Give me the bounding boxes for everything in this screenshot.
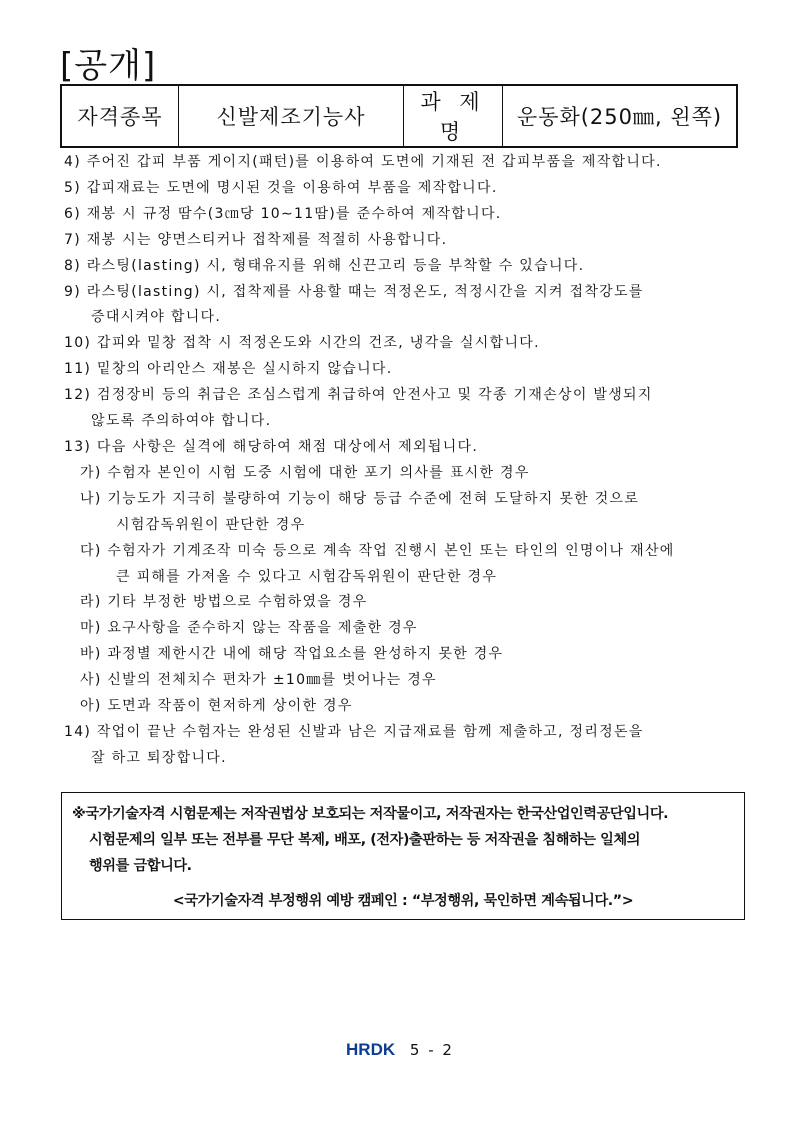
page-footer (0, 1040, 800, 1060)
instruction-line: 잘 하고 퇴장합니다. (91, 749, 227, 766)
instruction-line: 7) 재봉 시는 양면스티커나 접착제를 적절히 사용합니다. (64, 231, 448, 248)
instruction-line: 6) 재봉 시 규정 땀수(3㎝당 10∼11땀)를 준수하여 제작합니다. (64, 205, 502, 222)
instruction-line: 않도록 주의하여야 합니다. (91, 413, 272, 430)
exam-value: 신발제조기능사 (179, 85, 404, 147)
instruction-line: 9) 라스팅(lasting) 시, 접착제를 사용할 때는 적정온도, 적정시간을 지켜 접착강도를 (64, 283, 644, 300)
campaign-slogan: <국가기술자격 부정행위 예방 캠페인 : “부정행위, 묵인하면 계속됩니다.”> (172, 893, 634, 909)
notice-line-3: 행위를 금합니다. (89, 858, 192, 874)
notice-line-2: 시험문제의 일부 또는 전부를 무단 복제, 배포, (전자)출판하는 등 저작권을 침해하는 일체의 (89, 832, 641, 848)
instructions-list (64, 150, 754, 772)
instruction-line: 바) 과정별 제한시간 내에 해당 작업요소를 완성하지 못한 경우 (80, 646, 504, 663)
instruction-line: 가) 수험자 본인이 시험 도중 시험에 대한 포기 의사를 표시한 경우 (80, 464, 530, 481)
exam-info-row (61, 85, 737, 147)
exam-label: 자격종목 (61, 85, 179, 147)
instruction-line: 아) 도면과 작품이 현저하게 상이한 경우 (80, 698, 353, 715)
instruction-line: 4) 주어진 갑피 부품 게이지(패턴)를 이용하여 도면에 기재된 전 갑피부품을 제작합니다. (64, 154, 662, 170)
instruction-line: 사) 신발의 전체치수 편차가 ±10㎜를 벗어나는 경우 (80, 672, 437, 689)
instruction-line: 나) 기능도가 지극히 불량하여 기능이 해당 등급 수준에 전혀 도달하지 못한 것으로 (80, 490, 640, 507)
instruction-line: 증대시켜야 합니다. (91, 309, 222, 326)
notice-line-1: ※국가기술자격 시험문제는 저작권법상 보호되는 저작물이고, 저작권자는 한국산업인력공단입니다. (72, 806, 669, 822)
instruction-line: 큰 피해를 가져올 수 있다고 시험감독위원이 판단한 경우 (116, 568, 498, 585)
task-label: 과 제 명 (404, 85, 503, 147)
instruction-line: 13) 다음 사항은 실격에 해당하여 채점 대상에서 제외됩니다. (64, 438, 479, 455)
instruction-line: 5) 갑피재료는 도면에 명시된 것을 이용하여 부품을 제작합니다. (64, 179, 498, 196)
page-number: 5 - 2 (409, 1041, 454, 1059)
instruction-line: 8) 라스팅(lasting) 시, 형태유지를 위해 신끈고리 등을 부착할 수 있습니다. (64, 257, 585, 274)
instruction-line: 12) 검정장비 등의 취급은 조심스럽게 취급하여 안전사고 및 각종 기재손상이 발생되지 (64, 387, 653, 404)
task-value: 운동화(250㎜, 왼쪽) (503, 85, 738, 147)
exam-info-table (60, 84, 738, 148)
copyright-notice (61, 792, 745, 920)
instruction-line: 마) 요구사항을 준수하지 않는 작품을 제출한 경우 (80, 620, 418, 637)
instruction-line: 11) 밑창의 아리안스 재봉은 실시하지 않습니다. (64, 361, 393, 378)
instruction-line: 10) 갑피와 밑창 접착 시 적정온도와 시간의 건조, 냉각을 실시합니다. (64, 335, 540, 352)
hrdk-logo: HRDK (346, 1040, 396, 1059)
instruction-line: 14) 작업이 끝난 수험자는 완성된 신발과 남은 지급재료를 함께 제출하고, 정리정돈을 (64, 723, 644, 740)
instruction-line: 라) 기타 부정한 방법으로 수험하였을 경우 (80, 594, 368, 611)
document-badge: [공개] (60, 46, 157, 86)
instruction-line: 다) 수험자가 기계조작 미숙 등으로 계속 작업 진행시 본인 또는 타인의 인명이나 재산에 (80, 542, 675, 559)
instruction-line: 시험감독위원이 판단한 경우 (116, 516, 306, 533)
